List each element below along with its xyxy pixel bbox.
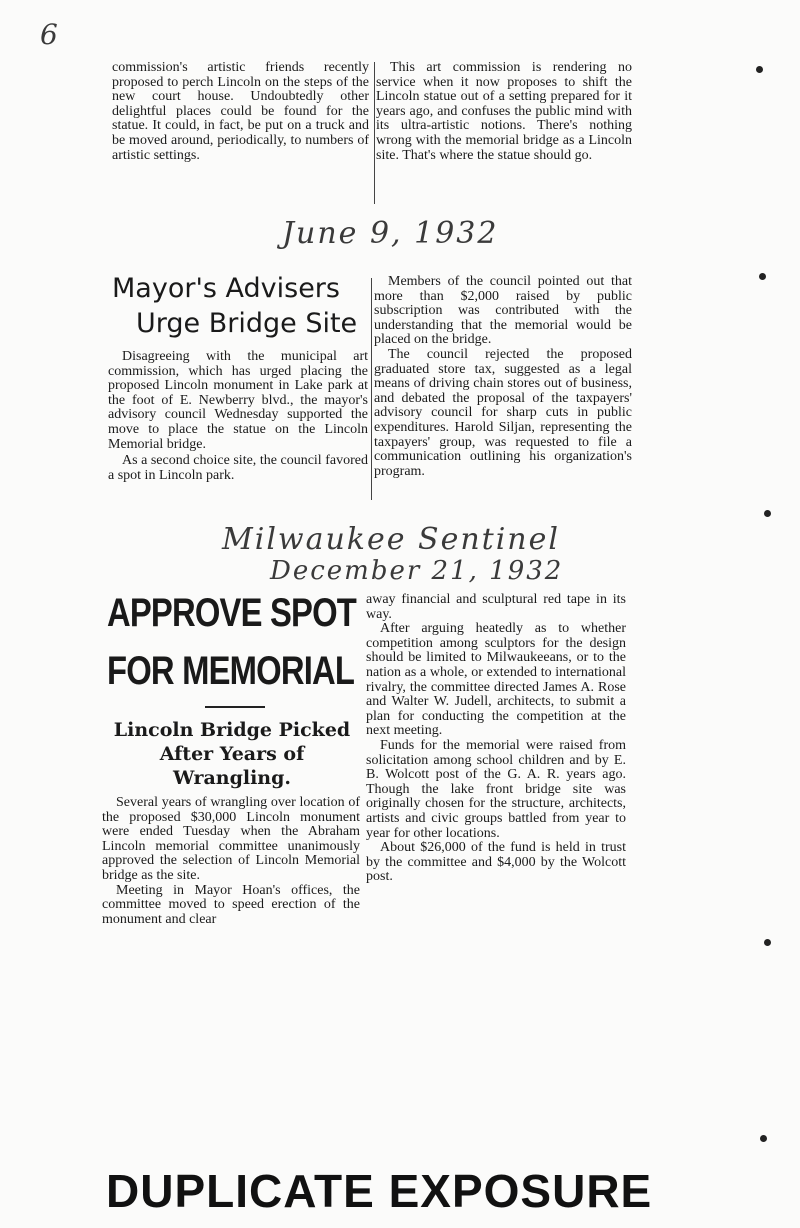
article2-paragraph: Members of the council pointed out that more than $2,000 raised by public subscription was contributed with the understanding that the memorial would be placed on the bridge.: [374, 274, 632, 348]
subhead-line: Lincoln Bridge Picked: [113, 719, 351, 741]
headline-line: Mayor's Advisers: [112, 273, 340, 304]
article2-paragraph: The council rejected the proposed graduated store tax, suggested as a legal means of driving chain stores out of business, and debated the proposal of the taxpayers' advisory council for sharp cuts in public expenditures. Harold Siljan, representing the taxpayers' group, was requested to file a communication outlining his organization's program.: [374, 346, 632, 479]
page-number: 6: [40, 18, 60, 51]
edge-mark: [760, 1135, 767, 1142]
article2-paragraph: As a second choice site, the council favored a spot in Lincoln park.: [108, 453, 368, 483]
article3-paragraph: After arguing heatedly as to whether competition among sculptors for the design should be limited to Milwaukeeans, or to the nation as a whole, or extended to international rivalry, the committee directed James A. Rose and Walter W. Judell, architects, to submit a plan for conducting the competition at the next meeting.: [366, 621, 626, 739]
article3-subhead: [100, 718, 364, 790]
article3-paragraph: Several years of wrangling over location of the proposed $30,000 Lincoln monument were ended Tuesday when the Abraham Lincoln memorial committee unanimously approved the selection of Lincoln Memorial bridge as the site.: [102, 795, 360, 883]
headline-line: FOR MEMORIAL: [107, 649, 355, 693]
handwritten-date: June 9, 1932: [282, 216, 499, 251]
column-divider: [371, 278, 372, 500]
article2-left-column: [108, 350, 368, 483]
article3-left-column: [102, 796, 360, 927]
duplicate-exposure-stamp: DUPLICATE EXPOSURE: [106, 1165, 653, 1217]
handwritten-source: Milwaukee Sentinel: [222, 522, 560, 557]
article1-right-column: [376, 61, 632, 163]
subhead-line: Wrangling.: [172, 767, 292, 789]
handwritten-date: December 21, 1932: [270, 556, 564, 586]
article2-headline: [110, 272, 368, 340]
article3-paragraph: About $26,000 of the fund is held in trust by the committee and $4,000 by the Wolcott post.: [366, 840, 626, 885]
article3-headline: [107, 590, 367, 694]
article1-left-column: [112, 61, 369, 163]
edge-mark: [764, 939, 771, 946]
edge-mark: [764, 510, 771, 517]
article3-paragraph: Funds for the memorial were raised from solicitation among school children and by E. B. Wolcott post of the G. A. R. years ago. Though the lake front bridge site was originally chosen for the structure, architects, artists and civic groups battled from year to year for other locations.: [366, 737, 626, 841]
headline-line: APPROVE SPOT: [107, 591, 356, 635]
headline-rule: [205, 706, 265, 708]
article3-right-column: [366, 593, 626, 885]
edge-mark: [759, 273, 766, 280]
article2-paragraph: Disagreeing with the municipal art commission, which has urged placing the proposed Lincoln monument in Lake park at the foot of E. Newberry blvd., the mayor's advisory council Wednesday supported the move to place the statue on the Lincoln Memorial bridge.: [108, 349, 368, 452]
headline-line: Urge Bridge Site: [136, 308, 358, 339]
edge-mark: [756, 66, 763, 73]
article1-paragraph: This art commission is rendering no service when it now proposes to shift the Lincoln statue out of a setting prepared for it years ago, and confuses the public mind with its ultra-artistic notions. There's nothing wrong with the memorial bridge as a Lincoln site. That's where the statue should go.: [376, 60, 632, 163]
article1-paragraph: commission's artistic friends recently proposed to perch Lincoln on the steps of the new court house. Undoubtedly other delightful places could be found for the statue. It could, in fact, be put on a truck and be moved around, periodically, to numbers of artistic settings.: [112, 60, 369, 163]
subhead-line: After Years of: [159, 743, 305, 765]
article3-paragraph: away financial and sculptural red tape in its way.: [366, 592, 626, 622]
article2-right-column: [374, 275, 632, 479]
column-divider: [374, 62, 375, 204]
article3-paragraph: Meeting in Mayor Hoan's offices, the committee moved to speed erection of the monument and clear: [102, 882, 360, 927]
